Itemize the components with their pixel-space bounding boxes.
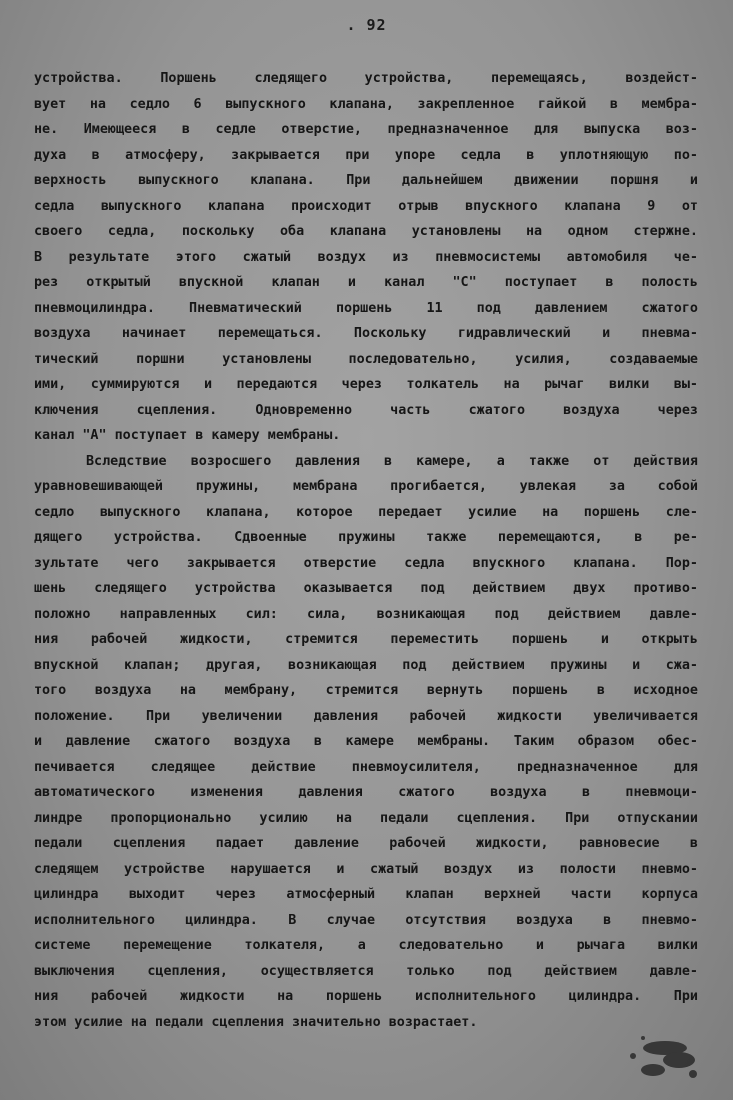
text-line: канал "А" поступает в камеру мембраны. (34, 428, 341, 443)
text-line: дящего устройства. Сдвоенные пружины также перемещаются, в ре- (34, 530, 698, 545)
text-line: линдре пропорционально усилию на педали сцепления. При отпускании (34, 810, 698, 826)
text-line: и давление сжатого воздуха в камере мембраны. Таким образом обес- (34, 734, 698, 749)
text-line: не. Имеющееся в седле отверстие, предназначенное для выпуска воз- (34, 122, 698, 137)
text-line: положение. При увеличении давления рабочей жидкости увеличивается (34, 708, 698, 724)
text-line: устройства. Поршень следящего устройства, перемещаясь, воздейст- (34, 71, 698, 86)
text-line: автоматического изменения давления сжатого воздуха в пневмоци- (34, 785, 698, 800)
text-line: духа в атмосферу, закрывается при упоре седла в уплотняющую по- (34, 147, 698, 163)
text-line: того воздуха на мембрану, стремится вернуть поршень в исходное (34, 683, 698, 698)
text-line: своего седла, поскольку оба клапана установлены на одном стержне. (34, 224, 698, 239)
text-line: уравновешивающей пружины, мембрана прогибается, увлекая за собой (34, 479, 698, 494)
text-line: воздуха начинает перемещаться. Поскольку гидравлический и пневма- (34, 326, 698, 341)
text-line: системе перемещение толкателя, а следовательно и рычага вилки (34, 938, 698, 953)
text-line: седло выпускного клапана, которое передает усилие на поршень сле- (34, 504, 698, 520)
text-line: ния рабочей жидкости на поршень исполнительного цилиндра. При (34, 989, 698, 1004)
text-line: положно направленных сил: сила, возникающая под действием давле- (34, 606, 698, 622)
text-line: ключения сцепления. Одновременно часть сжатого воздуха через (34, 402, 698, 418)
text-line: рез открытый впускной клапан и канал "С" поступает в полость (34, 275, 698, 290)
text-line: верхность выпускного клапана. При дальнейшем движении поршня и (34, 173, 698, 188)
text-line: выключения сцепления, осуществляется только под действием давле- (34, 963, 698, 979)
text-line: цилиндра выходит через атмосферный клапан верхней части корпуса (34, 887, 698, 902)
text-line: тический поршни установлены последовательно, усилия, создаваемые (34, 351, 698, 367)
text-line: ния рабочей жидкости, стремится переместить поршень и открыть (34, 632, 698, 647)
text-line: В результате этого сжатый воздух из пневмосистемы автомобиля че- (34, 249, 698, 265)
text-line: шень следящего устройства оказывается под действием двух противо- (34, 581, 698, 596)
page-number: . 92 (346, 16, 387, 34)
text-line: этом усилие на педали сцепления значительно возрастает. (34, 1014, 478, 1030)
text-line: зультате чего закрывается отверстие седла впускного клапана. Пор- (34, 555, 698, 571)
text-line: печивается следящее действие пневмоусилителя, предназначенное для (34, 759, 698, 775)
text-line: следящем устройстве нарушается и сжатый воздух из полости пневмо- (34, 861, 698, 877)
body-text (34, 66, 698, 1035)
text-line: ими, суммируются и передаются через толкатель на рычаг вилки вы- (34, 377, 698, 392)
text-line: пневмоцилиндра. Пневматический поршень 11 под давлением сжатого (34, 300, 698, 316)
text-line: впускной клапан; другая, возникающая под действием пружины и сжа- (34, 657, 698, 673)
text-line: педали сцепления падает давление рабочей жидкости, равновесие в (34, 836, 698, 851)
text-line: вует на седло 6 выпускного клапана, закрепленное гайкой в мембра- (34, 96, 698, 112)
scan-smudge (613, 1026, 703, 1086)
text-line: исполнительного цилиндра. В случае отсутствия воздуха в пневмо- (34, 912, 698, 928)
text-line: Вследствие возросшего давления в камере, а также от действия (86, 453, 698, 469)
text-line: седла выпускного клапана происходит отрыв впускного клапана 9 от (34, 198, 698, 214)
